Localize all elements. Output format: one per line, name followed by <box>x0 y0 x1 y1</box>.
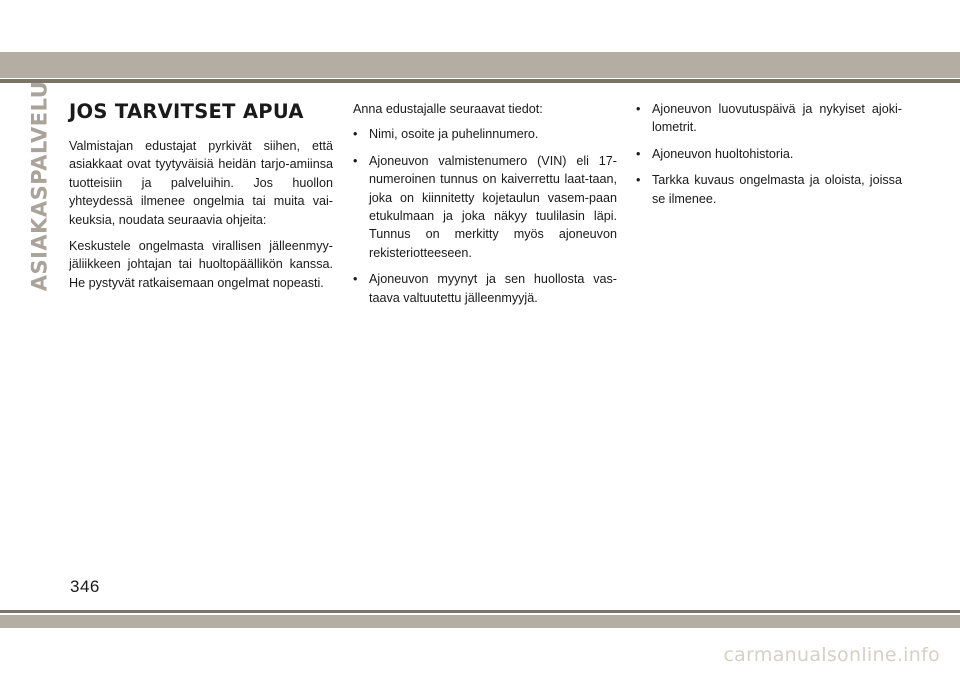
bullet-icon: • <box>636 146 641 161</box>
list-item-text: Tarkka kuvaus ongelmasta ja oloista, joissa se ilmenee. <box>652 173 902 206</box>
info-list <box>353 125 617 307</box>
page-number: 346 <box>70 577 100 596</box>
side-tab-label: ASIAKASPALVELU <box>27 80 51 292</box>
list-item <box>353 125 617 143</box>
bullet-icon: • <box>636 102 641 116</box>
bullet-icon: • <box>353 272 358 287</box>
header-rule <box>0 79 960 83</box>
column-3 <box>636 100 902 216</box>
header-band <box>0 52 960 78</box>
list-item-text: Ajoneuvon luovutuspäivä ja nykyiset ajoki-lometrit. <box>652 102 902 135</box>
bullet-icon: • <box>636 173 641 188</box>
list-item-text: Ajoneuvon myynyt ja sen huollosta vas-taava valtuutettu jälleenmyyjä. <box>369 272 617 305</box>
footer-band <box>0 615 960 628</box>
info-lead: Anna edustajalle seuraavat tiedot: <box>353 102 543 116</box>
list-item-text: Nimi, osoite ja puhelinnumero. <box>369 127 539 142</box>
list-item <box>353 152 617 262</box>
side-tab <box>24 80 54 292</box>
list-item <box>353 270 617 307</box>
footer-rule <box>0 610 960 613</box>
list-item-text: Ajoneuvon valmistenumero (VIN) eli 17-numeroinen tunnus on kaiverrettu laat-taan, joka on kiinnitetty kojetaulun vasem-paan etukulmaan ja joka näkyy tuulilasin läpi. Tunnus on merkitty myös ajoneuvon rekisteriotteeseen. <box>369 153 617 260</box>
column-1 <box>69 100 333 300</box>
info-list-continued <box>636 100 902 208</box>
list-item <box>636 100 902 137</box>
bullet-icon: • <box>353 127 358 142</box>
list-item <box>636 171 902 208</box>
bullet-icon: • <box>353 153 358 168</box>
column-2 <box>353 100 617 315</box>
list-item <box>636 145 902 163</box>
list-item-text: Ajoneuvon huoltohistoria. <box>652 146 794 161</box>
paragraph-intro: Valmistajan edustajat pyrkivät siihen, että asiakkaat ovat tyytyväisiä heidän tarjo-amiinsa tuotteisiin ja palveluihin. Jos huollon yhteydessä ilmenee ongelmia tai muita vai-keuksia, noudata seuraavia ohjeita: <box>69 139 333 227</box>
watermark: carmanualsonline.info <box>723 644 940 666</box>
section-title: JOS TARVITSET APUA <box>69 100 304 123</box>
paragraph-contact-dealer: Keskustele ongelmasta virallisen jälleenmyy-jäliikkeen johtajan tai huoltopäällikön kanssa. He pystyvät ratkaisemaan ongelmat nopeasti. <box>69 239 333 290</box>
